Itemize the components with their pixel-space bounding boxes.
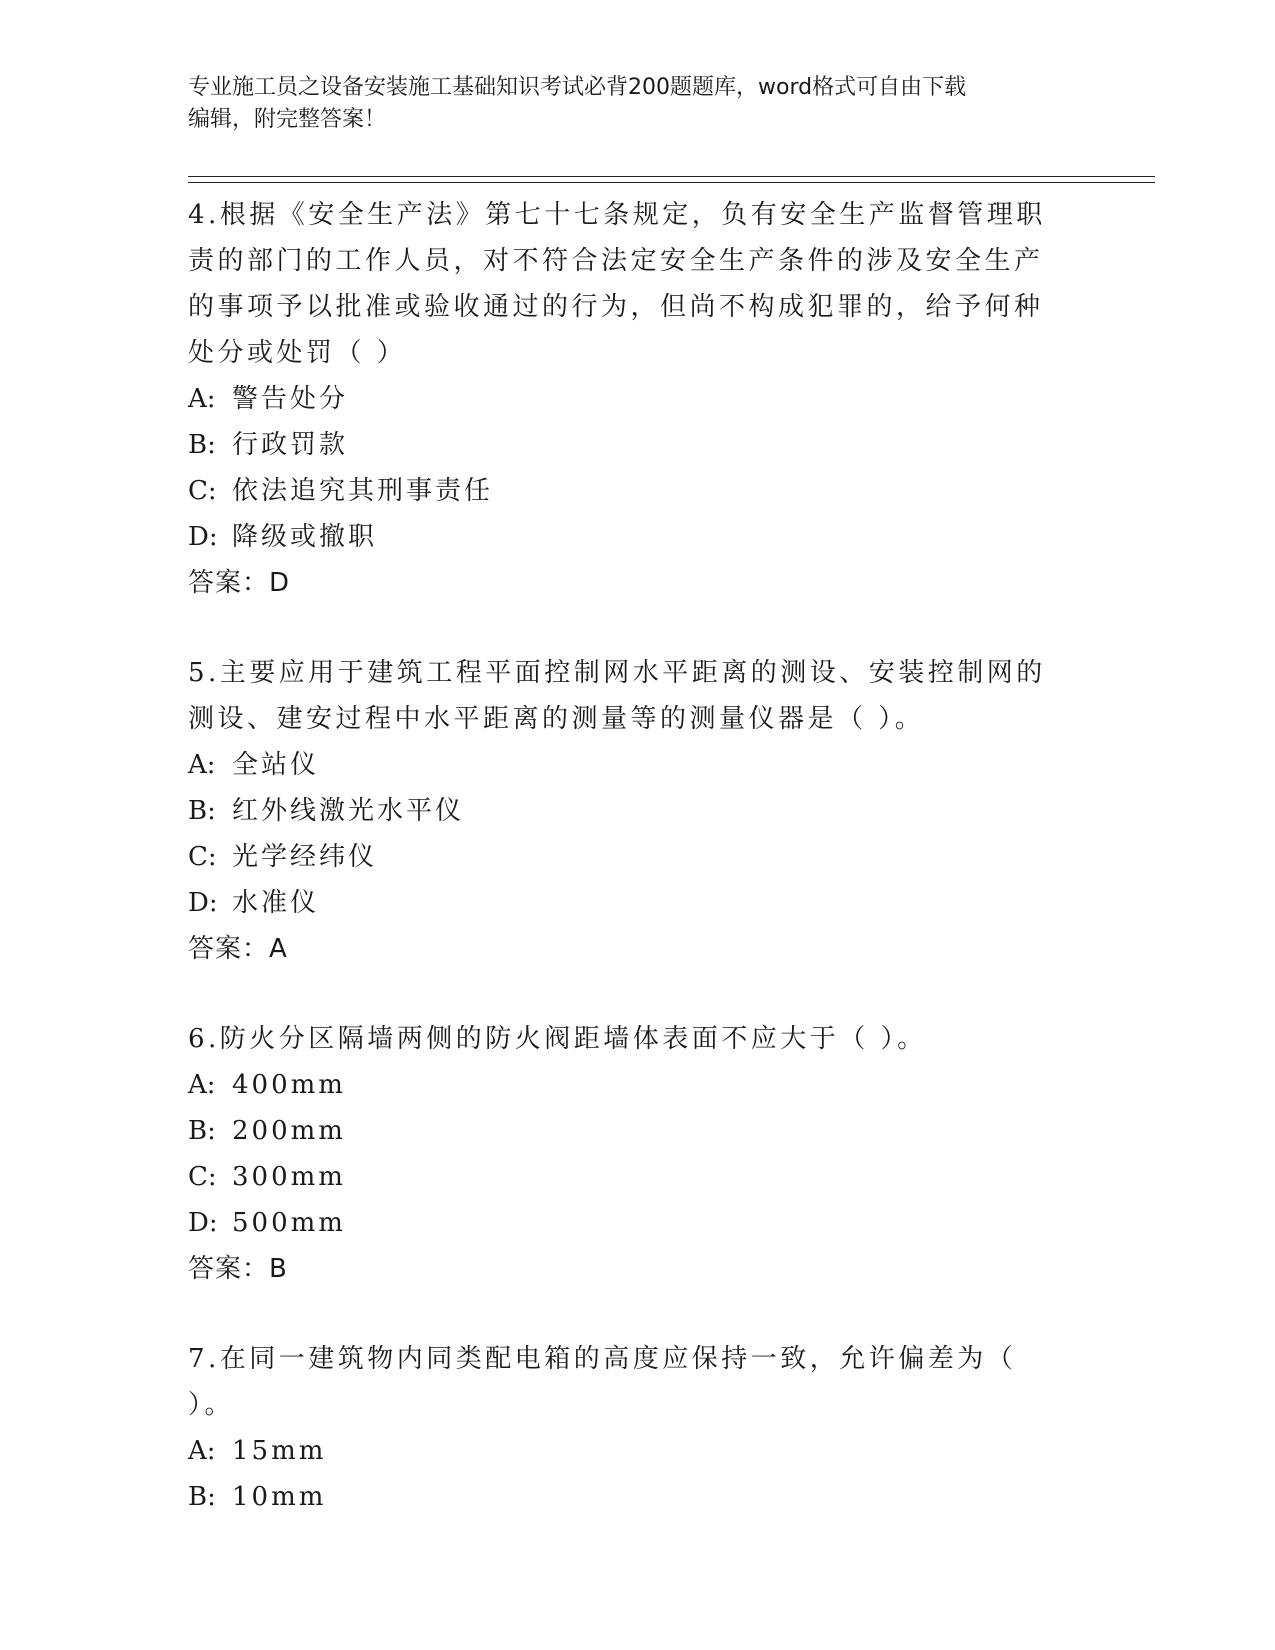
question-list: [188, 192, 1068, 1564]
option-text: 200mm: [232, 1116, 346, 1146]
option-letter: A:: [188, 384, 216, 414]
question-4: [188, 192, 1068, 606]
option-b: [188, 1474, 1068, 1520]
option-letter: C:: [188, 476, 217, 506]
answer-line: 答案：B: [188, 1254, 288, 1284]
option-text: 300mm: [232, 1162, 346, 1192]
option-text: 400mm: [232, 1070, 346, 1100]
header-title-line-2: 编辑，附完整答案！: [188, 107, 387, 132]
option-c: [188, 468, 1068, 514]
header-rule-top: [188, 176, 1155, 177]
option-text: 依法追究其刑事责任: [232, 476, 494, 506]
question-text: 5.主要应用于建筑工程平面控制网水平距离的测设、安装控制网的测设、建安过程中水平距离的测量等的测量仪器是（ ）。: [188, 658, 1046, 734]
document-header: [188, 72, 1068, 136]
question-text: 7.在同一建筑物内同类配电箱的高度应保持一致，允许偏差为（ ）。: [188, 1344, 1017, 1420]
option-letter: A:: [188, 1070, 216, 1100]
question-text: 6.防火分区隔墙两侧的防火阀距墙体表面不应大于（ ）。: [188, 1024, 927, 1054]
option-text: 10mm: [232, 1482, 327, 1512]
option-text: 警告处分: [232, 384, 349, 414]
header-title-line-1: 专业施工员之设备安装施工基础知识考试必背200题题库，word格式可自由下载: [188, 75, 967, 100]
header-rule-bottom: [188, 182, 1155, 183]
option-a: [188, 1062, 1068, 1108]
option-c: [188, 1154, 1068, 1200]
option-letter: B:: [188, 796, 216, 826]
option-text: 光学经纬仪: [232, 842, 378, 872]
option-letter: D:: [188, 1208, 218, 1238]
option-a: [188, 742, 1068, 788]
question-7: [188, 1336, 1068, 1520]
option-b: [188, 422, 1068, 468]
option-a: [188, 1428, 1068, 1474]
option-text: 全站仪: [232, 750, 320, 780]
option-letter: C:: [188, 842, 217, 872]
option-letter: A:: [188, 750, 216, 780]
question-5: [188, 650, 1068, 972]
question-text: 4.根据《安全生产法》第七十七条规定，负有安全生产监督管理职责的部门的工作人员，对不符合法定安全生产条件的涉及安全生产的事项予以批准或验收通过的行为，但尚不构成犯罪的，给予何种处分或处罚（ ）: [188, 200, 1046, 368]
option-letter: A:: [188, 1436, 216, 1466]
answer-line: 答案：A: [188, 934, 288, 964]
option-letter: C:: [188, 1162, 217, 1192]
option-text: 15mm: [232, 1436, 327, 1466]
option-text: 500mm: [232, 1208, 346, 1238]
option-b: [188, 788, 1068, 834]
option-b: [188, 1108, 1068, 1154]
option-d: [188, 880, 1068, 926]
option-text: 降级或撤职: [232, 522, 378, 552]
option-letter: B:: [188, 430, 216, 460]
option-letter: D:: [188, 522, 218, 552]
option-text: 水准仪: [232, 888, 320, 918]
option-letter: B:: [188, 1116, 216, 1146]
option-d: [188, 1200, 1068, 1246]
option-a: [188, 376, 1068, 422]
option-letter: D:: [188, 888, 218, 918]
option-letter: B:: [188, 1482, 216, 1512]
option-text: 行政罚款: [232, 430, 349, 460]
option-d: [188, 514, 1068, 560]
question-6: [188, 1016, 1068, 1292]
option-text: 红外线激光水平仪: [232, 796, 465, 826]
answer-line: 答案：D: [188, 568, 291, 598]
option-c: [188, 834, 1068, 880]
